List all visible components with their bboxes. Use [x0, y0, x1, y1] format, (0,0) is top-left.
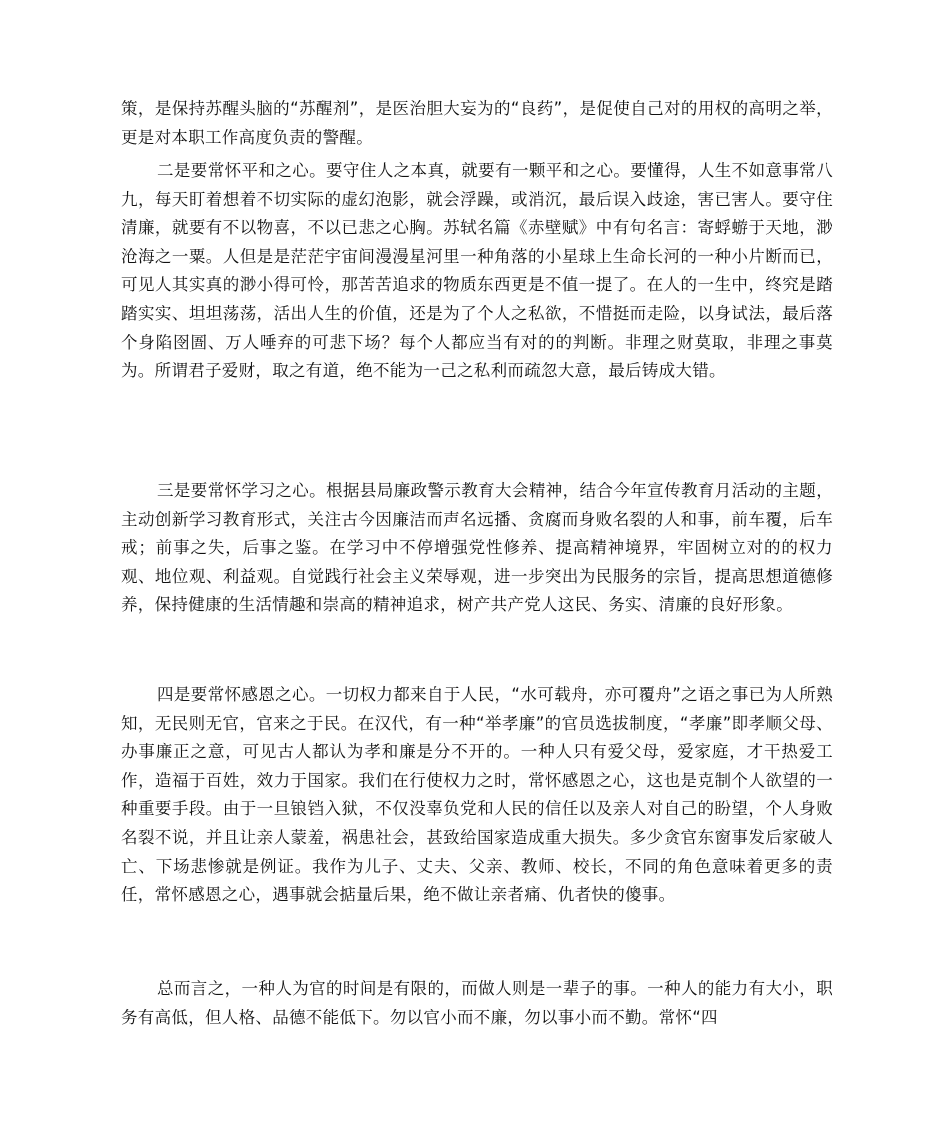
paragraph-peaceful-mind: 二是要常怀平和之心。要守住人之本真，就要有一颗平和之心。要懂得，人生不如意事常八九，每天盯着想着不切实际的虚幻泡影，就会浮躁，或消沉，最后误入歧途，害已害人。要守住清廉，就要有不以物喜，不以已悲之心胸。苏轼名篇《赤壁赋》中有句名言：寄蜉蝣于天地，渺沧海之一粟。人但是是茫茫宇宙间漫漫星河里一种角落的小星球上生命长河的一种小片断而已，可见人其实真的渺小得可怜，那苦苦追求的物质东西更是不值一提了。在人的一生中，终究是踏踏实实、坦坦荡荡，活出人生的价值，还是为了个人之私欲，不惜挺而走险，以身试法，最后落个身陷囹圄、万人唾弃的可悲下场？每个人都应当有对的的判断。非理之财莫取，非理之事莫为。所谓君子爱财，取之有道，绝不能为一己之私利而疏忽大意，最后铸成大错。: [121, 161, 833, 381]
paragraph-grateful-mind: 四是要常怀感恩之心。一切权力都来自于人民，“水可载舟，亦可覆舟”之语之事已为人所熟知，无民则无官，官来之于民。在汉代，有一种“举孝廉”的官员选拔制度，“孝廉”即孝顺父母、办事廉正之意，可见古人都认为孝和廉是分不开的。一种人只有爱父母，爱家庭，才干热爱工作，造福于百姓，效力于国家。我们在行使权力之时，常怀感恩之心，这也是克制个人欲望的一种重要手段。由于一旦锒铛入狱，不仅没辜负党和人民的信任以及亲人对自己的盼望，个人身败名裂不说，并且让亲人蒙羞，祸患社会，甚致给国家造成重大损失。多少贪官东窗事发后家破人亡、下场悲惨就是例证。我作为儿子、丈夫、父亲、教师、校长，不同的角色意味着更多的责任，常怀感恩之心，遇事就会掂量后果，绝不做让亲者痛、仇者快的傻事。: [121, 685, 833, 905]
paragraph-continuation: 策，是保持苏醒头脑的“苏醒剂”，是医治胆大妄为的“良药”，是促使自己对的用权的高明之举，更是对本职工作高度负责的警醒。: [121, 99, 833, 147]
paragraph-conclusion: 总而言之，一种人为官的时间是有限的，而做人则是一辈子的事。一种人的能力有大小，职务有高低，但人格、品德不能低下。勿以官小而不廉，勿以事小而不勤。常怀“四: [121, 979, 833, 1027]
paragraph-learning-mind: 三是要常怀学习之心。根据县局廉政警示教育大会精神，结合今年宣传教育月活动的主题，主动创新学习教育形式，关注古今因廉洁而声名远播、贪腐而身败名裂的人和事，前车覆，后车戒；前事之失，后事之鉴。在学习中不停增强党性修养、提高精神境界，牢固树立对的的权力观、地位观、利益观。自觉践行社会主义荣辱观，进一步突出为民服务的宗旨，提高思想道德修养，保持健康的生活情趣和崇高的精神追求，树产共产党人这民、务实、清廉的良好形象。: [121, 481, 833, 615]
